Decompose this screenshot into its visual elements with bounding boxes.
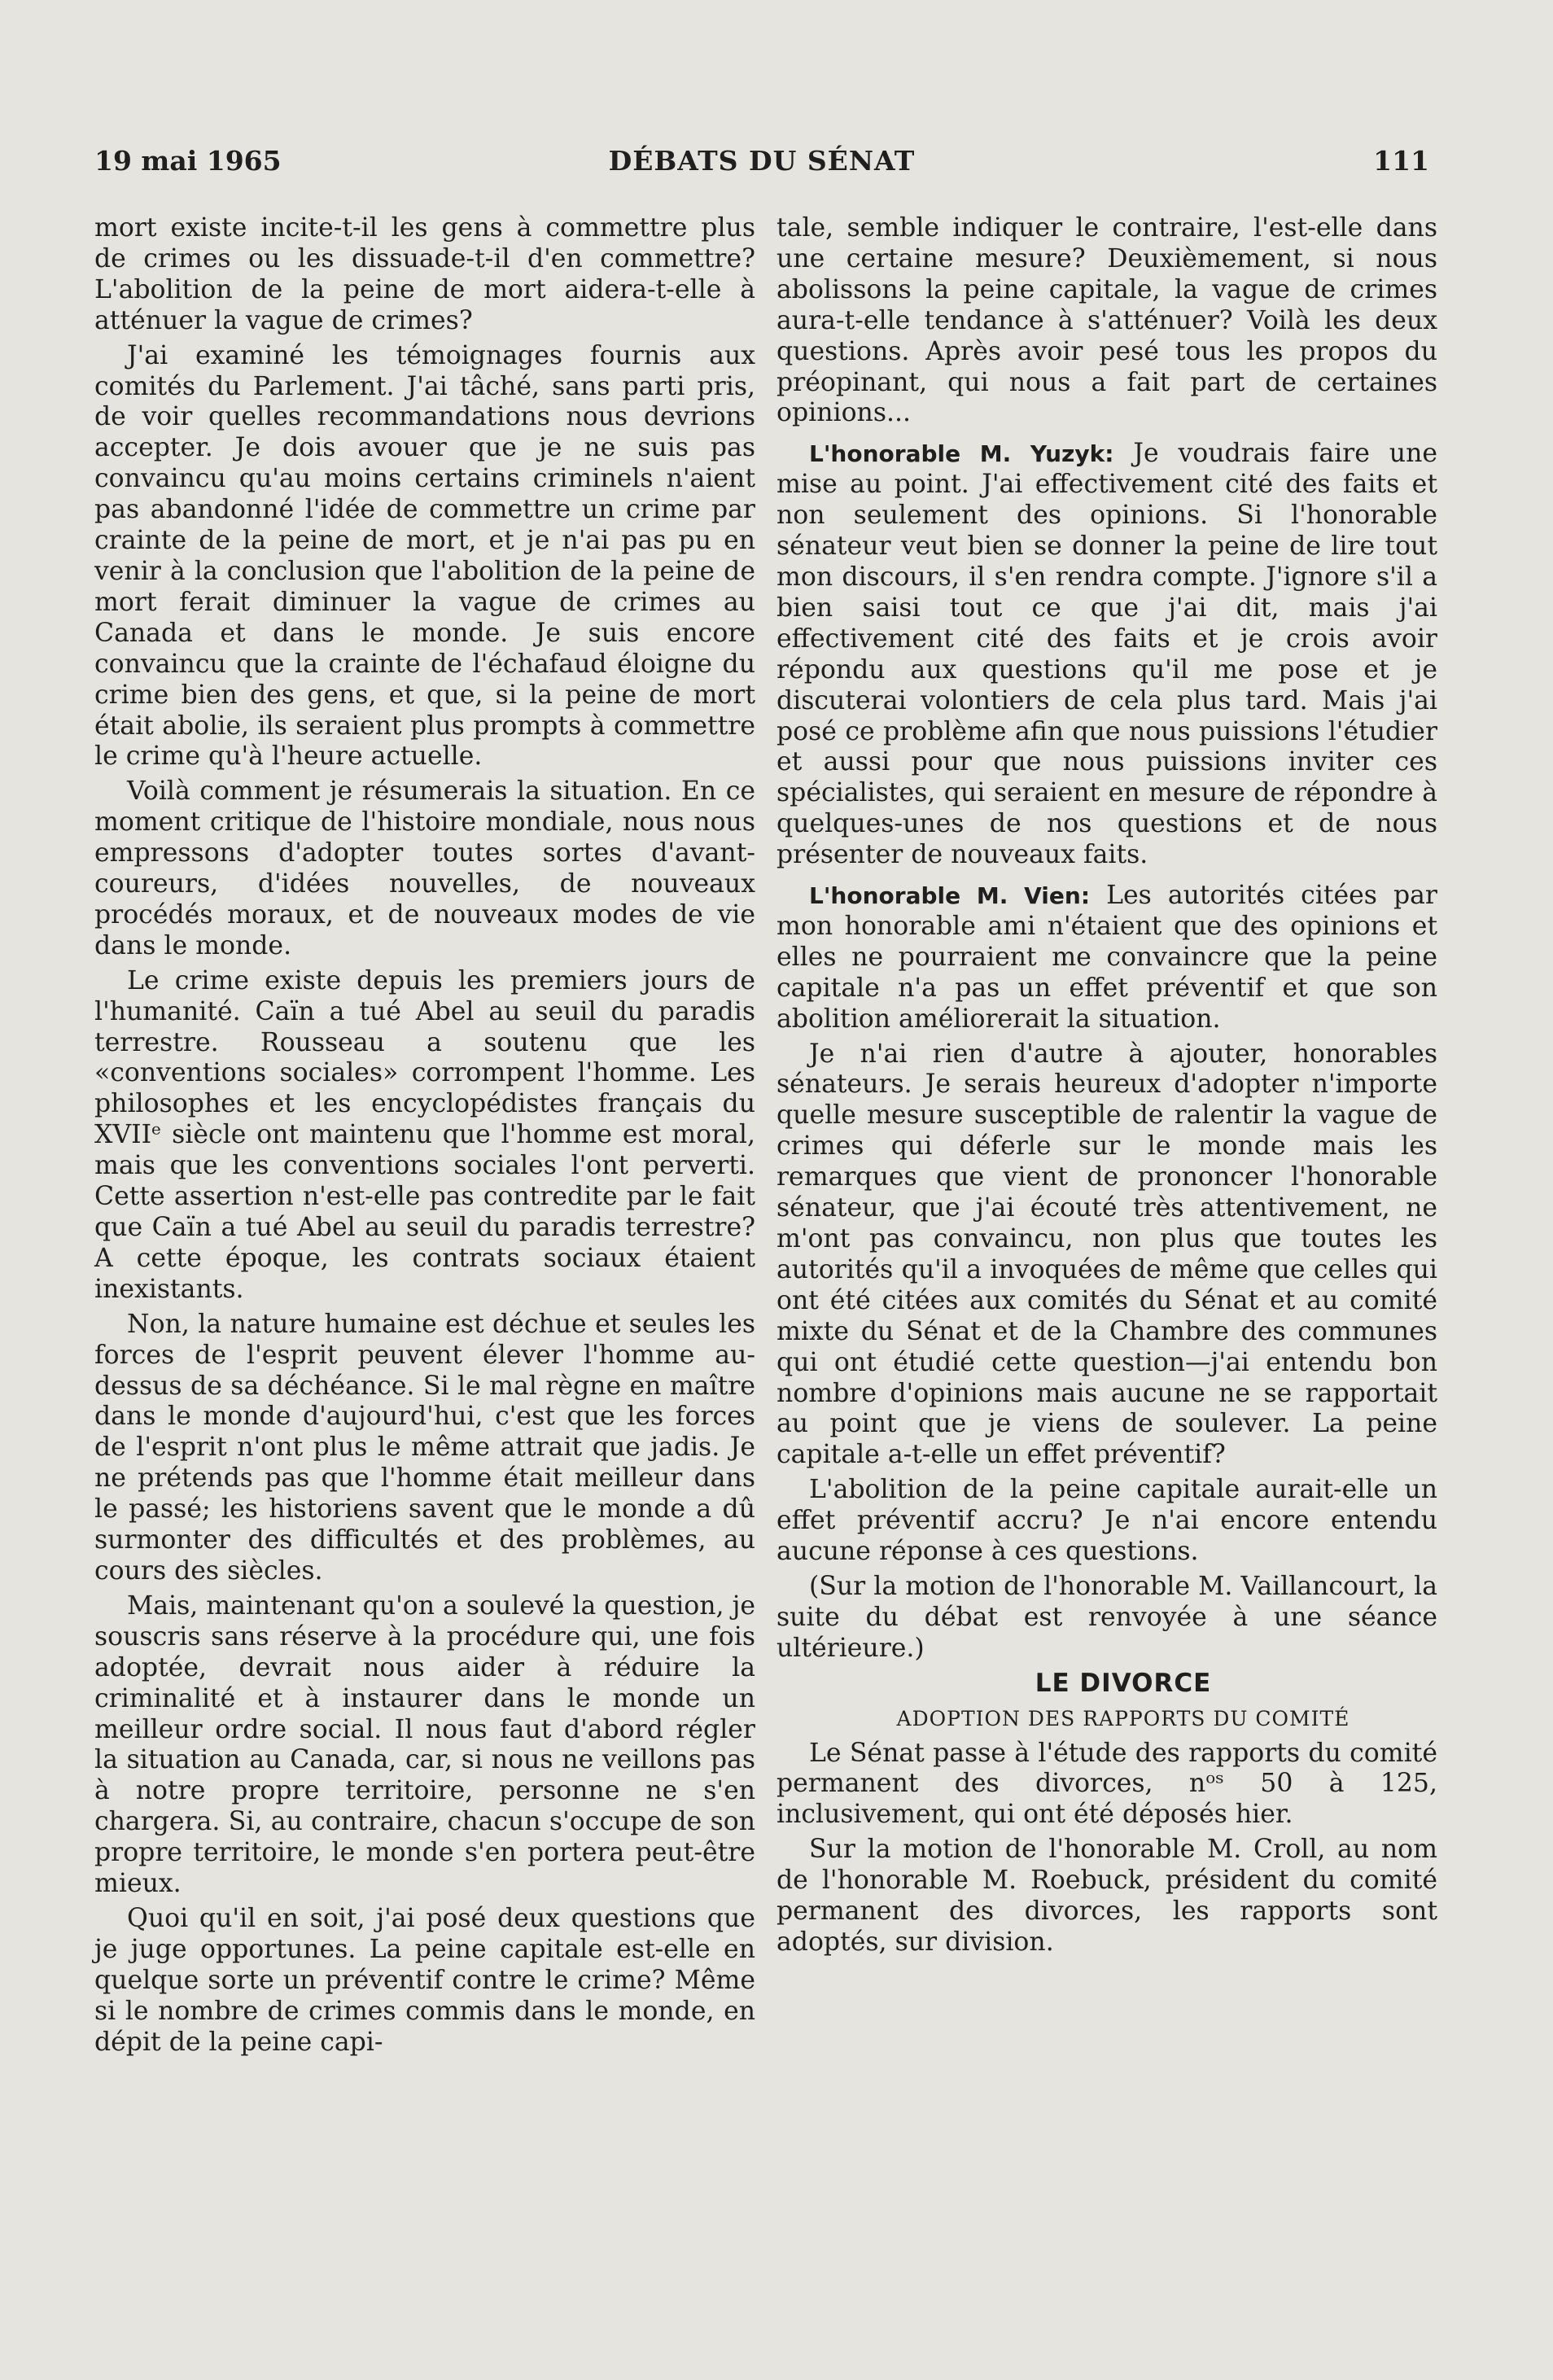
left-column xyxy=(94,213,755,2062)
speech-paragraph xyxy=(776,881,1437,1035)
header-date: 19 mai 1965 xyxy=(94,145,282,177)
right-column xyxy=(776,213,1437,1962)
paragraph: Le Sénat passe à l'étude des rapports du comité permanent des divorces, nᵒˢ 50 à 125, inclusivement, qui ont été déposés hier. xyxy=(776,1738,1437,1830)
header-page-number: 111 xyxy=(1373,145,1429,177)
paragraph: mort existe incite-t-il les gens à commettre plus de crimes ou les dissuade-t-il d'en commettre? L'abolition de la peine de mort aidera-t-elle à atténuer la vague de crimes? xyxy=(94,213,755,335)
paragraph: Non, la nature humaine est déchue et seules les forces de l'esprit peuvent élever l'homme au-dessus de sa déchéance. Si le mal règne en maître dans le monde d'aujourd'hui, c'est que les forces de l'esprit n'ont plus le même attrait que jadis. Je ne prétends pas que l'homme était meilleur dans le passé; les historiens savent que le monde a dû surmonter des difficultés et des problèmes, au cours des siècles. xyxy=(94,1309,755,1586)
speech-text: Les autorités citées par mon honorable ami n'étaient que des opinions et elles ne pourraient me convaincre que la peine capitale n'a pas un effet préventif et que son abolition améliorerait la situation. xyxy=(776,881,1437,1034)
paragraph: Sur la motion de l'honorable M. Croll, au nom de l'honorable M. Roebuck, président du comité permanent des divorces, les rapports sont adoptés, sur division. xyxy=(776,1835,1437,1957)
paragraph: (Sur la motion de l'honorable M. Vaillancourt, la suite du débat est renvoyée à une séance ultérieure.) xyxy=(776,1571,1437,1663)
paragraph: J'ai examiné les témoignages fournis aux comités du Parlement. J'ai tâché, sans parti pris, de voir quelles recommandations nous devrions accepter. Je dois avouer que je ne suis pas convaincu qu'au moins certains criminels n'aient pas abandonné l'idée de commettre un crime par crainte de la peine de mort, et je n'ai pas pu en venir à la conclusion que l'abolition de la peine de mort ferait diminuer la vague de crimes au Canada et dans le monde. Je suis encore convaincu que la crainte de l'échafaud éloigne du crime bien des gens, et que, si la peine de mort était abolie, ils seraient plus prompts à commettre le crime qu'à l'heure actuelle. xyxy=(94,340,755,772)
subsection-title: ADOPTION DES RAPPORTS DU COMITÉ xyxy=(896,1706,1350,1730)
paragraph: Mais, maintenant qu'on a soulevé la question, je souscris sans réserve à la procédure qui, une fois adoptée, devrait nous aider à réduire la criminalité et à instaurer dans le monde un meilleur ordre social. Il nous faut d'abord régler la situation au Canada, car, si nous ne veillons pas à notre propre territoire, personne ne s'en chargera. Si, au contraire, chacun s'occupe de son propre territoire, le monde s'en portera peut-être mieux. xyxy=(94,1590,755,1899)
page-header xyxy=(94,145,1429,187)
paragraph: L'abolition de la peine capitale aurait-elle un effet préventif accru? Je n'ai encore entendu aucune réponse à ces questions. xyxy=(776,1475,1437,1567)
paragraph: Je n'ai rien d'autre à ajouter, honorables sénateurs. Je serais heureux d'adopter n'importe quelle mesure susceptible de ralentir la vague de crimes qui déferle sur le monde mais les remarques que vient de prononcer l'honorable sénateur, que j'ai écouté très attentivement, ne m'ont pas convaincu, non plus que toutes les autorités qu'il a invoquées de même que celles qui ont été citées aux comités du Sénat et au comité mixte du Sénat et de la Chambre des communes qui ont étudié cette question—j'ai entendu bon nombre d'opinions mais aucune ne se rapportait au point que je viens de soulever. La peine capitale a-t-elle un effet préventif? xyxy=(776,1039,1437,1470)
paragraph: tale, semble indiquer le contraire, l'est-elle dans une certaine mesure? Deuxièmement, si nous abolissons la peine capitale, la vague de crimes aura-t-elle tendance à s'atténuer? Voilà les deux questions. Après avoir pesé tous les propos du préopinant, qui nous a fait part de certaines opinions... xyxy=(776,213,1437,428)
paragraph: Voilà comment je résumerais la situation. En ce moment critique de l'histoire mondiale, nous nous empressons d'adopter toutes sortes d'avant-coureurs, d'idées nouvelles, de nouveaux procédés moraux, et de nouveaux modes de vie dans le monde. xyxy=(94,777,755,960)
speaker-name: L'honorable M. Yuzyk: xyxy=(809,440,1114,468)
paragraph: Quoi qu'il en soit, j'ai posé deux questions que je juge opportunes. La peine capitale est-elle en quelque sorte un préventif contre le crime? Même si le nombre de crimes commis dans le monde, en dépit de la peine capi- xyxy=(94,1903,755,2057)
speech-text: Je voudrais faire une mise au point. J'ai effectivement cité des faits et non seulement des opinions. Si l'honorable sénateur veut bien se donner la peine de lire tout mon discours, il s'en rendra compte. J'ignore s'il a bien saisi tout ce que j'ai dit, mais j'ai effectivement cité des faits et je crois avoir répondu aux questions qu'il me pose et je discuterai volontiers de cela plus tard. Mais j'ai posé ce problème afin que nous puissions l'étudier et aussi pour que nous puissions inviter ces spécialistes, qui seraient en mesure de répondre à quelques-unes de nos questions et de nous présenter de nouveaux faits. xyxy=(776,439,1438,870)
header-title: DÉBATS DU SÉNAT xyxy=(608,145,916,177)
speech-paragraph xyxy=(776,439,1437,871)
section-title: LE DIVORCE xyxy=(1035,1668,1212,1698)
speaker-name: L'honorable M. Vien: xyxy=(809,882,1091,910)
paragraph: Le crime existe depuis les premiers jours de l'humanité. Caïn a tué Abel au seuil du paradis terrestre. Rousseau a soutenu que les «conventions sociales» corrompent l'homme. Les philosophes et les encyclopédistes français du XVIIᵉ siècle ont maintenu que l'homme est moral, mais que les conventions sociales l'ont perverti. Cette assertion n'est-elle pas contredite par le fait que Caïn a tué Abel au seuil du paradis terrestre? A cette époque, les contrats sociaux étaient inexistants. xyxy=(94,965,755,1304)
